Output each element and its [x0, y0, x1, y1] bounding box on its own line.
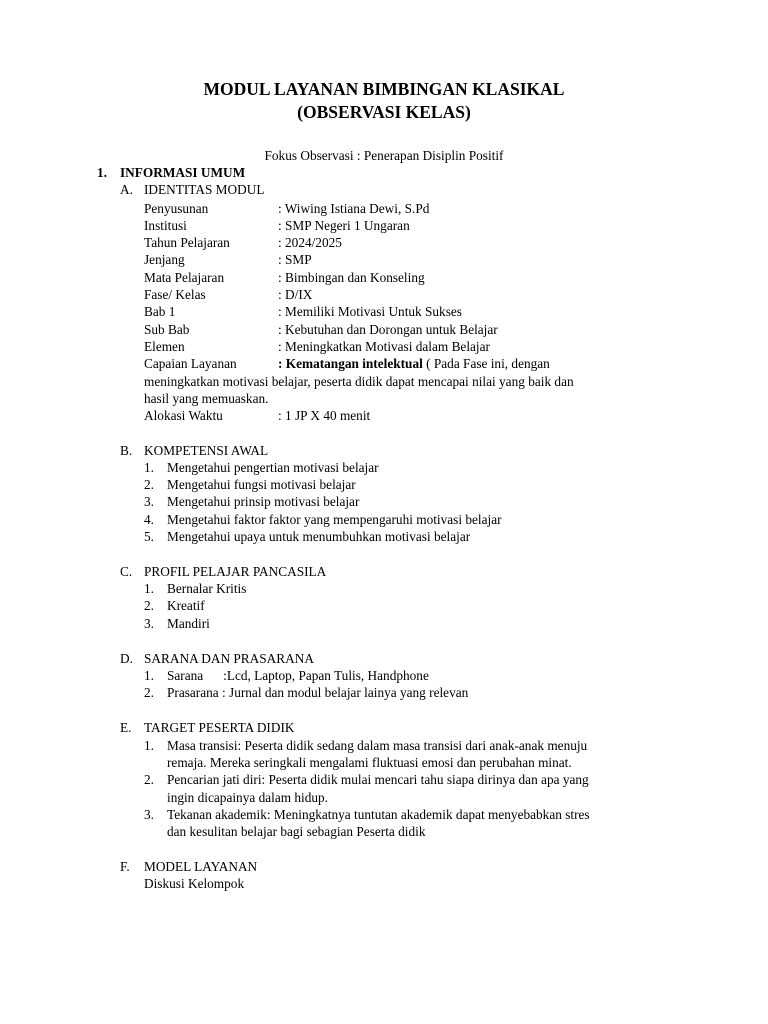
list-item: Mandiri: [167, 616, 210, 631]
identity-label: Sub Bab: [144, 322, 190, 337]
alokasi-value: : 1 JP X 40 menit: [278, 408, 371, 423]
list-item: Mengetahui faktor faktor yang mempengaruhi motivasi belajar: [167, 512, 502, 527]
capaian-value: [278, 355, 550, 372]
identity-value: : Bimbingan dan Konseling: [278, 270, 425, 285]
subsection-letter: A.: [120, 182, 133, 197]
list-item-line: Masa transisi: Peserta didik sedang dalam masa transisi dari anak-anak menuju: [167, 738, 588, 753]
list-item: Bernalar Kritis: [167, 581, 247, 596]
identity-label: Elemen: [144, 339, 185, 354]
identity-label: Institusi: [144, 218, 187, 233]
capaian-continuation-line2: hasil yang memuaskan.: [144, 391, 269, 406]
identity-label: Tahun Pelajaran: [144, 235, 230, 250]
model-value: Diskusi Kelompok: [144, 876, 245, 891]
list-number: 3.: [144, 807, 154, 822]
identity-label: Jenjang: [144, 252, 185, 267]
capaian-rest-text: ( Pada Fase ini, dengan: [422, 356, 550, 371]
list-item-line: remaja. Mereka seringkali mengalami fluktuasi emosi dan perubahan minat.: [167, 755, 572, 770]
list-item: Prasarana : Jurnal dan modul belajar lainya yang relevan: [167, 685, 469, 700]
capaian-label: Capaian Layanan: [144, 356, 237, 371]
list-item: Mengetahui pengertian motivasi belajar: [167, 460, 379, 475]
identity-value: : D/IX: [278, 287, 313, 302]
list-number: 1.: [144, 738, 154, 753]
subsection-letter: D.: [120, 651, 133, 666]
list-number: 2.: [144, 772, 154, 787]
subsection-letter: F.: [120, 859, 130, 874]
list-item-line: Pencarian jati diri: Peserta didik mulai mencari tahu siapa dirinya dan apa yang: [167, 772, 589, 787]
list-number: 5.: [144, 529, 154, 544]
list-number: 1.: [144, 581, 154, 596]
identity-value: : Wiwing Istiana Dewi, S.Pd: [278, 201, 430, 216]
subsection-title: TARGET PESERTA DIDIK: [144, 720, 295, 735]
list-number: 3.: [144, 616, 154, 631]
identity-label: Fase/ Kelas: [144, 287, 206, 302]
capaian-bold-text: : Kematangan intelektual: [278, 356, 423, 371]
list-number: 3.: [144, 494, 154, 509]
subsection-letter: E.: [120, 720, 132, 735]
capaian-continuation-line1: meningkatkan motivasi belajar, peserta didik dapat mencapai nilai yang baik dan: [144, 374, 574, 389]
list-item: Mengetahui fungsi motivasi belajar: [167, 477, 356, 492]
identity-value: : Memiliki Motivasi Untuk Sukses: [278, 304, 462, 319]
identity-value: : 2024/2025: [278, 235, 342, 250]
subsection-title: PROFIL PELAJAR PANCASILA: [144, 564, 327, 579]
list-item: Kreatif: [167, 598, 205, 613]
subsection-title: MODEL LAYANAN: [144, 859, 258, 874]
identity-label: Mata Pelajaran: [144, 270, 225, 285]
list-item: Mengetahui prinsip motivasi belajar: [167, 494, 360, 509]
list-item-line: ingin dicapainya dalam hidup.: [167, 790, 328, 805]
identity-label: Bab 1: [144, 304, 176, 319]
section-number: 1.: [97, 165, 107, 180]
list-item-line: dan kesulitan belajar bagi sebagian Peserta didik: [167, 824, 426, 839]
document-title-line1: MODUL LAYANAN BIMBINGAN KLASIKAL: [203, 79, 565, 99]
identity-value: : Kebutuhan dan Dorongan untuk Belajar: [278, 322, 498, 337]
identity-value: : SMP: [278, 252, 312, 267]
identity-value: : Meningkatkan Motivasi dalam Belajar: [278, 339, 490, 354]
subsection-title: KOMPETENSI AWAL: [144, 443, 269, 458]
subsection-title: IDENTITAS MODUL: [144, 182, 265, 197]
document-title-line2: (OBSERVASI KELAS): [297, 102, 471, 122]
list-number: 4.: [144, 512, 154, 527]
subsection-letter: C.: [120, 564, 133, 579]
list-number: 1.: [144, 668, 154, 683]
focus-observation: Fokus Observasi : Penerapan Disiplin Positif: [264, 148, 504, 163]
subsection-title: SARANA DAN PRASARANA: [144, 651, 314, 666]
identity-label: Penyusunan: [144, 201, 209, 216]
alokasi-label: Alokasi Waktu: [144, 408, 223, 423]
list-item: Mengetahui upaya untuk menumbuhkan motivasi belajar: [167, 529, 471, 544]
list-number: 2.: [144, 685, 154, 700]
list-number: 1.: [144, 460, 154, 475]
identity-value: : SMP Negeri 1 Ungaran: [278, 218, 410, 233]
list-number: 2.: [144, 598, 154, 613]
list-item-line: Tekanan akademik: Meningkatnya tuntutan akademik dapat menyebabkan stres: [167, 807, 590, 822]
subsection-letter: B.: [120, 443, 133, 458]
list-number: 2.: [144, 477, 154, 492]
section-title: INFORMASI UMUM: [120, 165, 246, 180]
list-item: Sarana :Lcd, Laptop, Papan Tulis, Handphone: [167, 668, 429, 683]
